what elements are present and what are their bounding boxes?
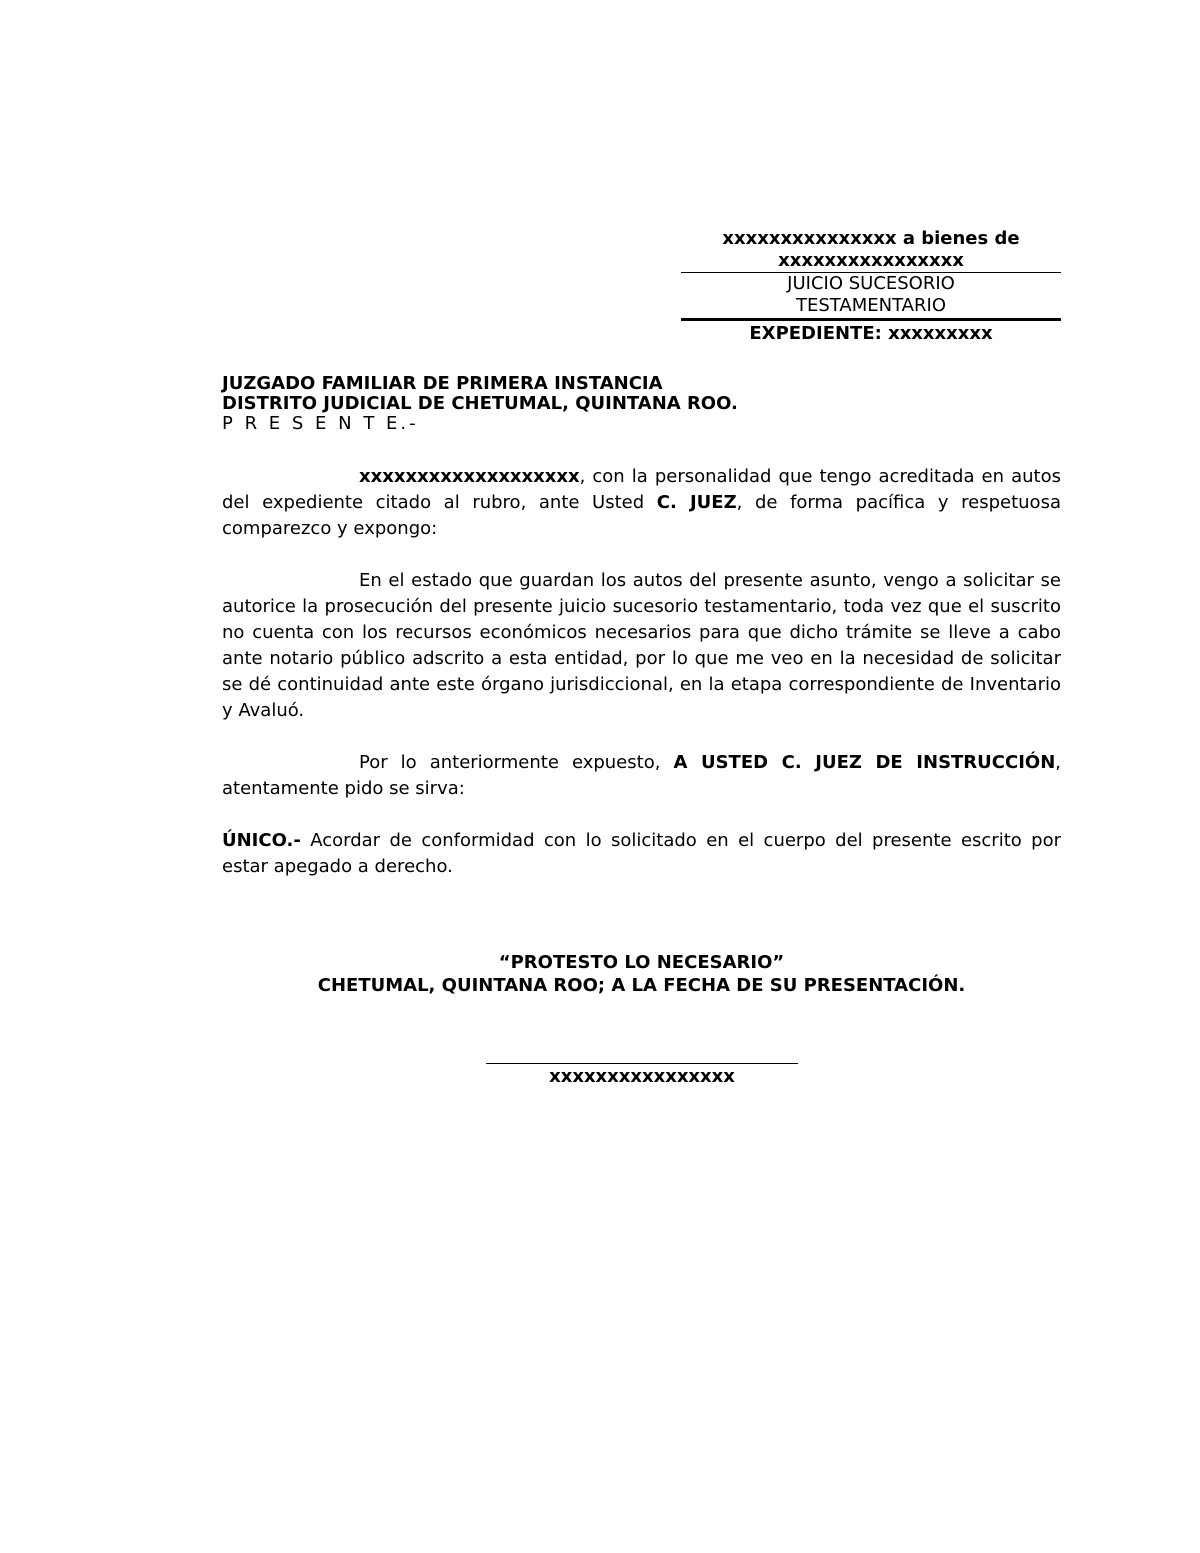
- petition-text-b: , atentamente pido se sirva:: [222, 752, 1062, 799]
- place-date-line: CHETUMAL, QUINTANA ROO; A LA FECHA DE SU PRESENTACIÓN.: [317, 975, 966, 996]
- signature-name: xxxxxxxxxxxxxxxx: [549, 1066, 735, 1087]
- district-name: DISTRITO JUDICIAL DE CHETUMAL, QUINTANA ROO.: [222, 393, 738, 414]
- case-type: [681, 273, 1061, 321]
- petition-addressee: A USTED C. JUEZ DE INSTRUCCIÓN: [673, 752, 1056, 773]
- protesto-line: “PROTESTO LO NECESARIO”: [498, 952, 785, 973]
- case-type-line2: TESTAMENTARIO: [796, 295, 946, 316]
- case-header: [681, 228, 1061, 345]
- case-parties-line1: xxxxxxxxxxxxxxx a bienes de: [722, 228, 1020, 249]
- intro-text-a: , con la personalidad que tengo acreditada en autos del expediente citado al rubro, ante Usted: [222, 466, 1061, 513]
- judge-title: C. JUEZ: [656, 492, 737, 513]
- request-text: En el estado que guardan los autos del presente asunto, vengo a solicitar se autorice la prosecución del presente juicio sucesorio testamentario, toda vez que el suscrito no cuenta con los recursos económicos necesarios para que dicho trámite se lleve a cabo ante notario público adscrito a esta entidad, por lo que me veo en la necesidad de solicitar se dé continuidad ante este órgano jurisdiccional, en la etapa correspondiente de Inventario y Avaluó.: [222, 570, 1061, 721]
- petitioner-name: xxxxxxxxxxxxxxxxxxx: [359, 466, 580, 487]
- document-body: [222, 464, 1061, 906]
- case-number: EXPEDIENTE: xxxxxxxxx: [749, 323, 993, 344]
- closing-block: [222, 951, 1061, 997]
- case-parties-line2: xxxxxxxxxxxxxxxx: [778, 250, 964, 271]
- case-type-line1: JUICIO SUCESORIO: [787, 273, 955, 294]
- petition-text-a: Por lo anteriormente expuesto,: [359, 752, 674, 773]
- court-name: JUZGADO FAMILIAR DE PRIMERA INSTANCIA: [222, 373, 663, 394]
- unico-paragraph: [222, 828, 1061, 880]
- signature-line: [486, 1063, 798, 1064]
- intro-text-b: , de forma pacífica y respetuosa comparezco y expongo:: [222, 492, 1061, 539]
- case-parties: [681, 228, 1061, 273]
- addressee: [222, 374, 738, 434]
- petition-paragraph: [222, 750, 1061, 802]
- intro-paragraph: [222, 464, 1061, 542]
- unico-text: Acordar de conformidad con lo solicitado en el cuerpo del presente escrito por estar apegado a derecho.: [222, 830, 1061, 877]
- unico-label: ÚNICO.-: [222, 830, 301, 851]
- presente-label: P R E S E N T E.-: [222, 413, 419, 434]
- request-paragraph: [222, 568, 1061, 724]
